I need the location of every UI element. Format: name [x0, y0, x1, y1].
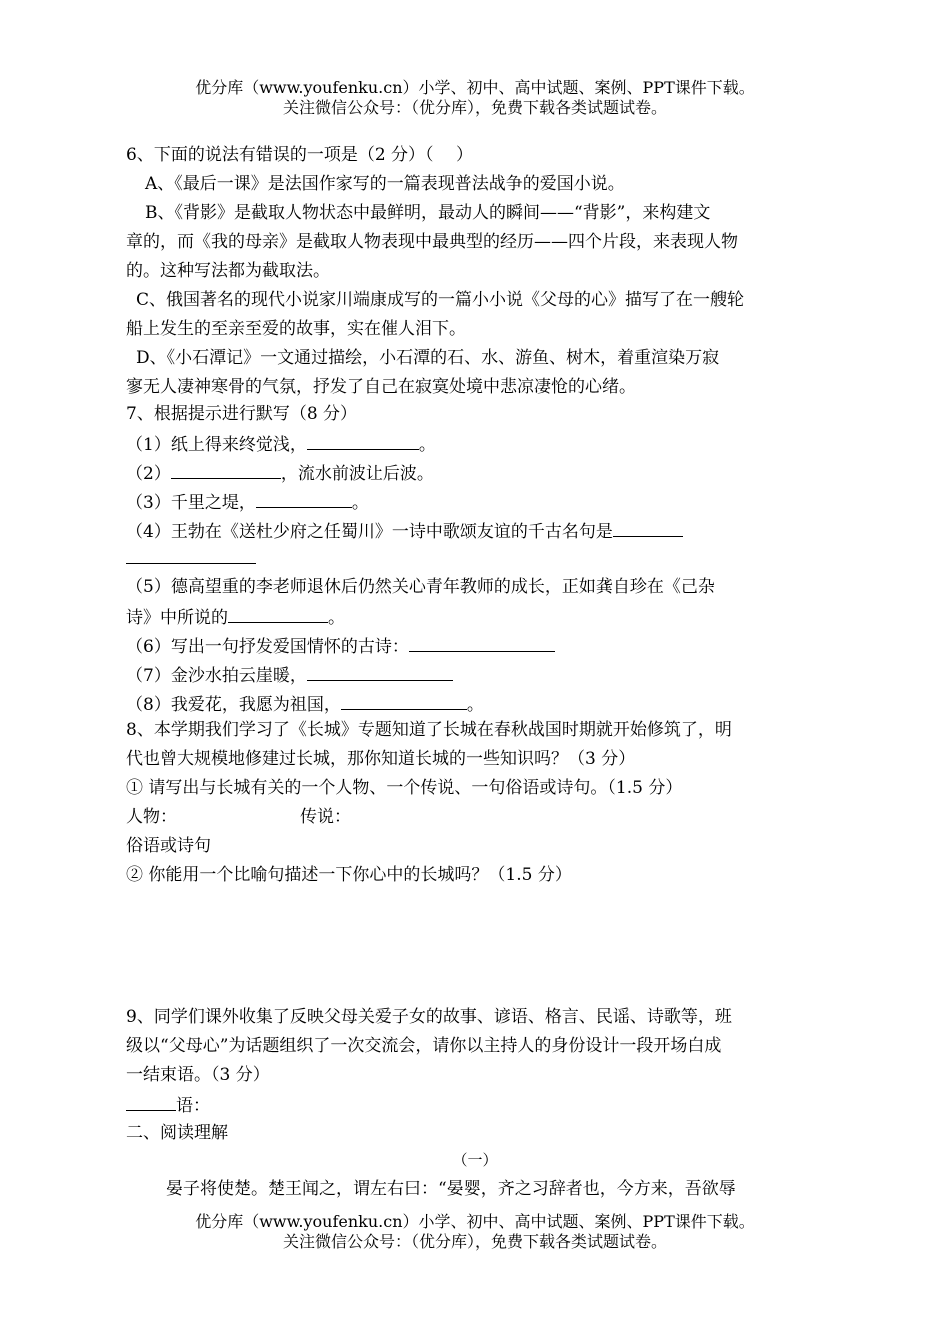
q6-title: 6、下面的说法有错误的一项是（2 分）（ ）	[126, 145, 473, 165]
q7-item-6	[126, 635, 555, 657]
q6-option-b-line1: B、《背影》是截取人物状态中最鲜明，最动人的瞬间——“背影”，来构建文	[145, 203, 711, 223]
section2-title: 二、阅读理解	[126, 1123, 228, 1143]
header-line-1: 优分库（www.youfenku.cn）小学、初中、高中试题、案例、PPT课件下载。	[195, 78, 755, 97]
q6-option-d-line2: 寥无人凄神寒骨的气氛，抒发了自己在寂寞处境中悲凉凄怆的心绪。	[126, 377, 636, 397]
q7-item-3	[126, 491, 369, 513]
q9-answer-label: 语：	[176, 1096, 210, 1116]
answer-blank[interactable]	[256, 491, 352, 508]
answer-blank[interactable]	[126, 547, 256, 564]
q8-saying-label: 俗语或诗句	[126, 836, 211, 856]
q9-line-3: 一结束语。（3 分）	[126, 1065, 270, 1085]
q7-item-2-text: （2）	[126, 464, 171, 484]
q7-item-8	[126, 693, 484, 715]
q7-item-2-end: ，流水前波让后波。	[280, 464, 434, 484]
q7-item-7-text: （7）金沙水拍云崖暖，	[126, 666, 307, 686]
answer-blank[interactable]	[409, 635, 555, 652]
q9-answer	[126, 1094, 210, 1116]
q6-option-a: A、《最后一课》是法国作家写的一篇表现普法战争的爱国小说。	[145, 174, 625, 194]
q7-title: 7、根据提示进行默写（8 分）	[126, 404, 358, 424]
q8-sub-question-2: ② 你能用一个比喻句描述一下你心中的长城吗？（1.5 分）	[126, 865, 572, 885]
q7-item-8-end: 。	[466, 695, 484, 715]
section2-part-label: （一）	[452, 1151, 498, 1169]
q7-item-5-line2	[126, 606, 345, 628]
footer-line-1: 优分库（www.youfenku.cn）小学、初中、高中试题、案例、PPT课件下载。	[195, 1212, 755, 1231]
section2-passage: 晏子将使楚。楚王闻之，谓左右曰：“晏婴，齐之习辞者也，今方来，吾欲辱	[166, 1179, 736, 1199]
q7-item-4	[126, 520, 683, 542]
answer-blank[interactable]	[307, 664, 453, 681]
q7-item-7	[126, 664, 453, 686]
q7-item-8-text: （8）我爱花，我愿为祖国，	[126, 695, 341, 715]
q7-item-1-end: 。	[418, 435, 436, 455]
q7-item-1-text: （1）纸上得来终觉浅，	[126, 435, 307, 455]
q6-option-c-line1: C、俄国著名的现代小说家川端康成写的一篇小小说《父母的心》描写了在一艘轮	[136, 290, 745, 310]
q9-line-1: 9、同学们课外收集了反映父母关爱子女的故事、谚语、格言、民谣、诗歌等，班	[126, 1007, 732, 1027]
q9-line-2: 级以“父母心”为话题组织了一次交流会，请你以主持人的身份设计一段开场白成	[126, 1036, 722, 1056]
q7-item-6-text: （6）写出一句抒发爱国情怀的古诗：	[126, 637, 409, 657]
q8-person-label: 人物：	[126, 807, 177, 827]
q7-item-3-end: 。	[351, 493, 369, 513]
q8-line-2: 代也曾大规模地修建过长城，那你知道长城的一些知识吗？（3 分）	[126, 749, 636, 769]
answer-blank[interactable]	[126, 1094, 176, 1111]
answer-blank[interactable]	[171, 462, 281, 479]
q8-sub-question-1: ① 请写出与长城有关的一个人物、一个传说、一句俗语或诗句。（1.5 分）	[126, 778, 683, 798]
q7-item-5-line1: （5）德高望重的李老师退休后仍然关心青年教师的成长，正如龚自珍在《己杂	[126, 577, 715, 597]
q6-option-d-line1: D、《小石潭记》一文通过描绘，小石潭的石、水、游鱼、树木，着重渲染万寂	[136, 348, 720, 368]
q7-item-2	[126, 462, 434, 484]
q7-item-1	[126, 433, 436, 455]
answer-blank[interactable]	[307, 433, 419, 450]
q7-item-5-text: 诗》中所说的	[126, 608, 228, 628]
q7-item-4-continued	[126, 547, 256, 569]
q7-item-3-text: （3）千里之堤，	[126, 493, 256, 513]
answer-blank[interactable]	[341, 693, 467, 710]
q7-item-4-text: （4）王勃在《送杜少府之任蜀川》一诗中歌颂友谊的千古名句是	[126, 522, 613, 542]
q7-item-5-end: 。	[328, 608, 345, 628]
q6-option-b-line2: 章的，而《我的母亲》是截取人物表现中最典型的经历——四个片段，来表现人物	[126, 232, 738, 252]
answer-blank[interactable]	[228, 606, 328, 623]
answer-blank[interactable]	[613, 520, 683, 537]
q6-option-b-line3: 的。这种写法都为截取法。	[126, 261, 330, 281]
q8-line-1: 8、本学期我们学习了《长城》专题知道了长城在春秋战国时期就开始修筑了，明	[126, 720, 732, 740]
q8-legend-label: 传说：	[300, 807, 351, 827]
q6-option-c-line2: 船上发生的至亲至爱的故事，实在催人泪下。	[126, 319, 466, 339]
header-line-2: 关注微信公众号：（优分库），免费下载各类试题试卷。	[282, 98, 667, 117]
footer-line-2: 关注微信公众号：（优分库），免费下载各类试题试卷。	[282, 1232, 667, 1251]
